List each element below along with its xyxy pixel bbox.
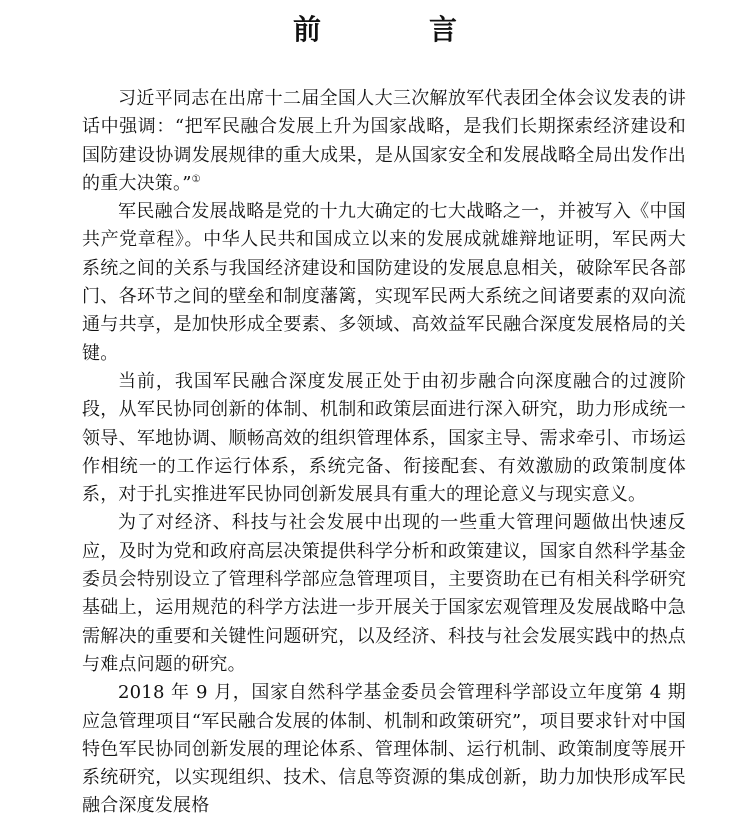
paragraph-1 [82,85,686,198]
paragraph-3: 当前，我国军民融合深度发展正处于由初步融合向深度融合的过渡阶段，从军民协同创新的体制、机制和政策层面进行深入研究，助力形成统一领导、军地协调、顺畅高效的组织管理体系，国家主导、需求牵引、市场运作相统一的工作运行体系，系统完备、衔接配套、有效激励的政策制度体系，对于扎实推进军民协同创新发展具有重大的理论意义与现实意义。 [82,370,686,506]
paragraph-5: 2018 年 9 月，国家自然科学基金委员会管理科学部设立年度第 4 期应急管理项目“军民融合发展的体制、机制和政策研究”，项目要求针对中国特色军民协同创新发展的理论体系、管理体制、运行机制、政策制度等展开系统研究，以实现组织、技术、信息等资源的集成创新，助力加快形成军民融合深度发展格 [82,682,686,817]
paragraph-2: 军民融合发展战略是党的十九大确定的七大战略之一，并被写入《中国共产党章程》。中华人民共和国成立以来的发展成就雄辩地证明，军民两大系统之间的关系与我国经济建设和国防建设的发展息息相关，破除军民各部门、各环节之间的壁垒和制度藩篱，实现军民两大系统之间诸要素的双向流通与共享，是加快形成全要素、多领域、高效益军民融合深度发展格局的关键。 [82,201,686,364]
page-title: 前 言 [292,13,497,46]
paragraph-1-text: 习近平同志在出席十二届全国人大三次解放军代表团全体会议发表的讲话中强调：“把军民融合发展上升为国家战略，是我们长期探索经济建设和国防建设协调发展规律的重大成果，是从国家安全和发展战略全局出发作出的重大决策。” [82,88,686,194]
footnote-marker[interactable]: ① [191,173,201,185]
document-body [82,85,686,821]
paragraph-4: 为了对经济、科技与社会发展中出现的一些重大管理问题做出快速反应，及时为党和政府高层决策提供科学分析和政策建议，国家自然科学基金委员会特别设立了管理科学部应急管理项目，主要资助在已有相关科学研究基础上，运用规范的科学方法进一步开展关于国家宏观管理及发展战略中急需解决的重要和关键性问题研究，以及经济、科技与社会发展实践中的热点与难点问题的研究。 [82,512,686,675]
